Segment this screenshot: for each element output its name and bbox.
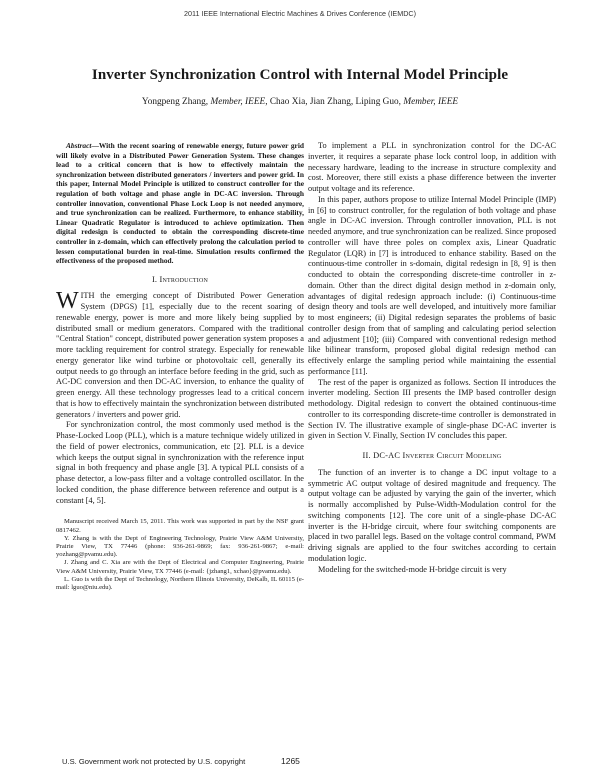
author-names-1: Yongpeng Zhang, — [141, 97, 211, 107]
body-paragraph: The rest of the paper is organized as follows. Section II introduces the inverter modeling. Section III presents the IMP based controller design methodology. Digital redesign to convert the obtained continuous-time controller to its corresponding discrete-time controller is demonstrated in Section IV. The illustrative example of single-phase DC-AC inverter is given in Section V. Finally, Section IV concludes this paper. — [308, 377, 556, 441]
author-names-2: , Chao Xia, Jian Zhang, Liping Guo, — [265, 97, 404, 107]
footnote: Manuscript received March 15, 2011. This work was supported in part by the NSF grant 0817462. — [56, 518, 304, 534]
copyright-notice: U.S. Government work not protected by U.S. copyright — [62, 757, 246, 766]
intro-paragraph-1-text: ITH the emerging concept of Distributed Power Generation System (DPGS) [1], especially due to the recent soaring of renewable energy, power is more and more likely being supplied by distributed small or medium generators. Compared with the traditional "Central Station" concept, distributed power generation system proposes a more tackling requirement for control strategy. Especially for renewable energy generator like wind turbine or photovoltaic cell, generally its output needs to go through an interface before feeding in the grid, such as AC-DC conversion and then DC-AC inversion, to enhance the quality of green energy. All these technology progresses lead to a critical concern that is how to effectively maintain the synchronization between distributed generators / inverters and power grid. — [56, 291, 304, 419]
author-role-2: Member, IEEE — [403, 97, 459, 107]
footnote: Y. Zhang is with the Dept of Engineering Technology, Prairie View A&M University, Prairie View, TX 77446 (phone: 936-261-9869; fax: 936-261-9867; e-mail: yozhang@pvamu.edu). — [56, 534, 304, 559]
abstract-lead: Abstract — [66, 141, 92, 150]
section-heading-modeling — [308, 451, 556, 462]
footnote: L. Guo is with the Dept of Technology, Northern Illinois University, DeKalb, IL 60115 (e-mail: lguo@niu.edu). — [56, 575, 304, 592]
section-number: I. — [151, 274, 160, 284]
section-title: DC-AC Inverter Circuit Modeling — [373, 451, 502, 460]
footnote: J. Zhang and C. Xia are with the Dept of Electrical and Computer Engineering, Prairie View A&M University, Prairie View, TX 77446 (e-mail: {jzhang1, xchao}@pvamu.edu). — [56, 559, 304, 575]
right-column — [308, 141, 556, 575]
author-line — [0, 97, 600, 107]
body-paragraph: Modeling for the switched-mode H-bridge circuit is very — [318, 564, 507, 574]
abstract-text: —With the recent soaring of renewable energy, future power grid will likely evolve in a Distributed Power Generation System. These changes lead to a critical concern that is how to effectively maintain the synchronization between distributed generators / inverters and power grid. In this paper, Internal Model Principle is utilized to construct controller for the regulation of both voltage and phase angle in DC-AC inversion. Through controller innovation, conventional Phase Lock Loop is not needed anymore, and true synchronization can be realized. Furthermore, to enhance stability, Linear Quadratic Regulator is introduced to achieve optimization. Then digital redesign is conducted to obtain the corresponding discrete-time controller in z-domain, which can effectively prolong the calculation period to lessen computational burden in real-time. Simulation results confirmed the effectiveness of the proposed method. — [56, 141, 304, 266]
paper-title: Inverter Synchronization Control with Internal Model Principle — [91, 67, 509, 83]
section-heading-introduction — [56, 275, 304, 286]
page-number: 1265 — [281, 756, 300, 766]
body-paragraph: The function of an inverter is to change a DC input voltage to a symmetric AC output voltage of desired magnitude and frequency. The output voltage can be adjusted by varying the gain of the inverter, which is normally accomplished by Pulse-Width-Modulation control for the switching components [12]. The core unit of a single-phase DC-AC inverter is the H-bridge circuit, where four switching components are placed in two parallel legs. Based on the voltage control command, PWM driving signals are applied to the four switches according to certain modulation logic. — [308, 467, 556, 563]
left-column — [56, 141, 304, 592]
body-paragraph: To implement a PLL in synchronization control for the DC-AC inverter, it requires a separate phase lock control loop, in addition with necessary hardware, leading to the increase in structure complexity and cost. Moreover, there still exists a phase difference between the inverter output voltage and its reference. — [308, 141, 556, 193]
body-paragraph: In this paper, authors propose to utilize Internal Model Principle (IMP) in [6] to construct controller, for the regulation of both voltage and phase angle in DC-AC inversion. Through controller innovation, PLL is not needed anymore, and true synchronization can be realized. Since proposed controller will have three poles on complex axis, Linear Quadratic Regulator (LQR) in [7] is introduced to enhance stability. Based on the continuous-time controller in s-domain, digital redesign in [8, 9] is then conducted to obtain the corresponding discrete-time controller in z-domain. Other than the direct digital design method in z-domain only, advantages of digital redesign approach include: (i) Continuous-time design theory and tools are well developed, and intuitively more familiar to most engineers; (ii) Digital redesign separates the problems of basic controller design from that of sampling and calculating period selection and adjustment [10]; (iii) Compared with conventional redesign method like bilinear transform, proposed global digital redesign method can effectively enlarge the sampling period while maintaining the essential performance [11]. — [308, 194, 556, 376]
intro-paragraph-2: For synchronization control, the most commonly used method is the Phase-Locked Loop (PLL), which is a mature technique widely utilized in the field of power electronics, communication, etc [2]. PLL is a device which keeps the output signal in synchronization with the reference input signal in both frequency and phase angle [3]. A typical PLL consists of a phase detector, a low-pass filter and a voltage controlled oscillator. In the locked condition, the phase difference between reference and output is a constant [4, 5]. — [56, 420, 304, 505]
footnotes — [56, 518, 304, 592]
intro-paragraph-1 — [56, 288, 304, 420]
section-number: II. — [362, 451, 374, 460]
drop-cap: W — [56, 288, 79, 315]
conference-header: 2011 IEEE International Electric Machines & Drives Conference (IEMDC) — [184, 9, 416, 18]
abstract — [56, 141, 304, 266]
author-role-1: Member, IEEE — [210, 97, 266, 107]
section-title: Introduction — [159, 274, 209, 284]
